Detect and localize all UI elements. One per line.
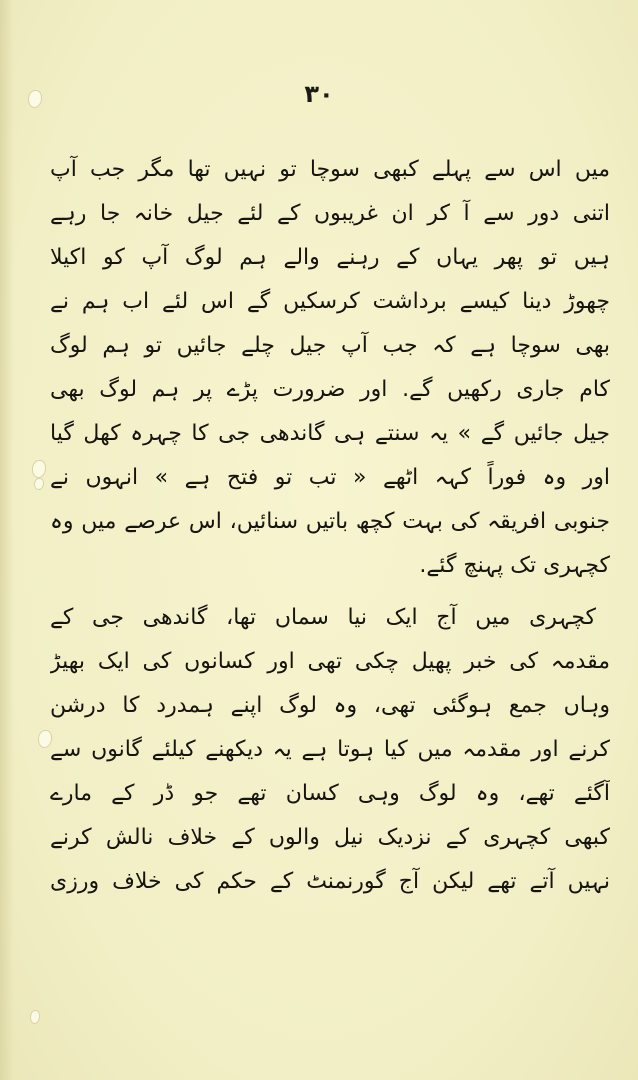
- text-line: میں اس سے پہلے کبھی سوچا تو نہیں تھا مگر جب آپ: [50, 157, 610, 182]
- body-text: [50, 148, 610, 904]
- paragraph: [50, 148, 610, 588]
- text-line: مقدمہ کی خبر پھیل چکی تھی اور کسانوں کی ایک بھیڑ: [50, 649, 610, 674]
- text-line: ہیں تو پھر یہاں کے رہنے والے ہم لوگ آپ کو اکیلا: [50, 245, 610, 270]
- text-line: کام جاری رکھیں گے. اور ضرورت پڑے پر ہم لوگ بھی: [50, 377, 610, 402]
- text-line: اتنی دور سے آ کر ان غریبوں کے لئے جیل خانہ جا رہے: [50, 201, 610, 226]
- text-line: جیل جائیں گے » یہ سنتے ہی گاندھی جی کا چہرہ کھل گیا: [50, 421, 610, 446]
- paragraph-gap: [50, 588, 610, 596]
- text-line: اور وہ فوراً کہہ اٹھے « تب تو فتح ہے » انہوں نے: [50, 465, 610, 490]
- text-line: آگئے تھے، وہ لوگ وہی کسان تھے جو ڈر کے مارے: [50, 781, 610, 806]
- paper-damage-mark: [34, 478, 44, 490]
- page-number: ۳۰: [304, 80, 334, 108]
- text-line: چھوڑ دینا کیسے برداشت کرسکیں گے اس لئے اب ہم نے: [50, 289, 610, 314]
- text-line: وہاں جمع ہوگئی تھی، وہ لوگ اپنے ہمدرد کا درشن: [50, 693, 610, 718]
- text-line: کچہری میں آج ایک نیا سماں تھا، گاندھی جی کے: [50, 605, 596, 630]
- page-edge-shadow: [0, 0, 14, 1080]
- text-line: کچہری تک پہنچ گئے.: [419, 553, 610, 578]
- text-line: کبھی کچہری کے نزدیک نیل والوں کے خلاف نالش کرنے: [50, 825, 610, 850]
- text-line: بھی سوچا ہے کہ جب آپ جیل چلے جائیں تو ہم لوگ: [50, 333, 610, 358]
- paper-damage-mark: [30, 1010, 40, 1024]
- paragraph: [50, 596, 610, 904]
- paper-damage-mark: [32, 460, 46, 478]
- text-line: کرنے اور مقدمہ میں کیا ہوتا ہے یہ دیکھنے کیلئے گانوں سے: [50, 737, 610, 762]
- text-line: جنوبی افریقہ کی بہت کچھ باتیں سنائیں، اس عرصے میں وہ: [50, 509, 610, 534]
- text-line: نہیں آتے تھے لیکن آج گورنمنٹ کے حکم کی خلاف ورزی: [50, 869, 610, 894]
